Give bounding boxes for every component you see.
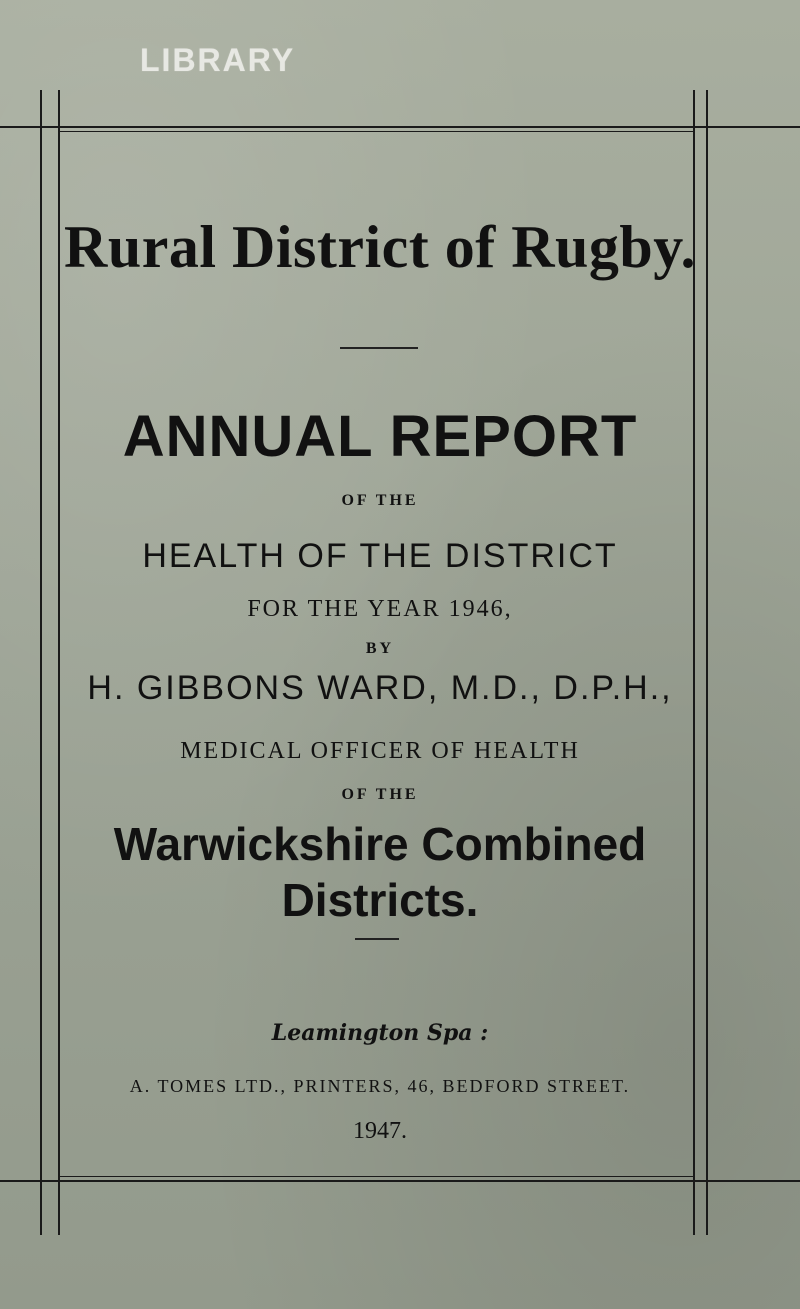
frame-right-line — [706, 90, 708, 1235]
by-label: BY — [365, 640, 395, 657]
of-the-label-1: OF THE — [341, 492, 419, 509]
imprint-printer: A. TOMES LTD., PRINTERS, 46, BEDFORD STREET. — [129, 1076, 631, 1096]
imprint-date: 1947. — [353, 1118, 407, 1144]
frame-top-line — [0, 126, 800, 128]
report-subject: HEALTH OF THE DISTRICT — [142, 537, 618, 575]
district-title: Rural District of Rugby. — [64, 214, 696, 280]
imprint-place: Leamington Spa : — [271, 1020, 489, 1046]
divider-rule-top — [340, 347, 418, 349]
library-stamp: LIBRARY — [140, 42, 296, 78]
author-name: H. GIBBONS WARD, M.D., D.P.H., — [87, 669, 673, 707]
frame-top-line-2 — [60, 131, 693, 132]
divider-rule-bottom — [355, 938, 399, 940]
author-role: MEDICAL OFFICER OF HEALTH — [180, 738, 580, 764]
frame-bottom-line-2 — [60, 1176, 693, 1177]
of-the-label-2: OF THE — [341, 786, 419, 803]
report-title: ANNUAL REPORT — [122, 404, 638, 469]
frame-left-line — [40, 90, 42, 1235]
report-year: FOR THE YEAR 1946, — [247, 596, 513, 622]
combined-districts-title: Warwickshire Combined Districts. — [113, 818, 647, 926]
frame-bottom-line — [0, 1180, 800, 1182]
